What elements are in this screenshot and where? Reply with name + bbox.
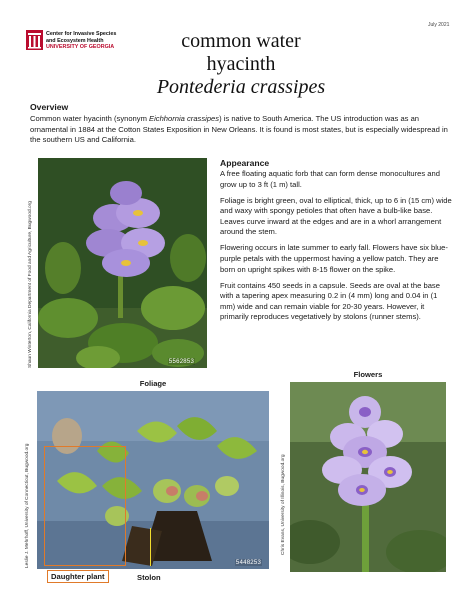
logo-line3: UNIVERSITY OF GEORGIA	[46, 44, 115, 51]
flowers-caption: Flowers	[353, 370, 383, 379]
logo-line1: Center for Invasive Species	[46, 31, 117, 37]
appearance-text	[220, 169, 452, 328]
flowers-photo	[290, 382, 446, 572]
appearance-paragraph-1: A free floating aquatic forb that can form dense monocultures and grow up to 3 ft (1 m) tall.	[220, 169, 440, 189]
title-line2: hyacinth	[206, 53, 276, 75]
logo-line2: and Ecosystem Health	[46, 37, 104, 44]
daughter-plant-label: Daughter plant	[47, 570, 109, 583]
overview-text-b: ) is native to South America. The US introduction was as an ornamental in 1884 at the Cotton States Exposition in New Orleans. It is found is most states, but is especially widespread in the southern US and California.	[30, 114, 448, 145]
title-line1: common water	[181, 30, 301, 52]
appearance-heading: Appearance	[220, 158, 270, 168]
title-scientific-name: Pontederia crassipes	[156, 76, 326, 98]
appearance-paragraph-3: Flowering occurs in late summer to early fall. Flowers have six blue-purple petals with the uppermost having a yellow patch. They are born on upright spikes with 8-15 flower on the spike.	[220, 243, 448, 274]
water-hyacinth-photo-image	[38, 158, 207, 368]
page-title	[100, 30, 382, 99]
main-photo-id: 5562853	[168, 358, 194, 365]
appearance-paragraph-2: Foliage is bright green, oval to elliptical, thick, up to 6 in (15 cm) wide and waxy with spongy petioles that often have a bulb-like base. Leaves curve inward at the edges and are in a whorl arrangement around the stem.	[220, 195, 452, 237]
overview-text	[30, 114, 448, 146]
overview-heading: Overview	[30, 102, 69, 112]
daughter-plant-highlight	[44, 446, 126, 566]
foliage-photo-id: 5448253	[235, 559, 261, 566]
foliage-caption: Foliage	[139, 379, 167, 388]
stolon-label: Stolon	[137, 573, 161, 582]
main-photo-credit: Shaun Winterton, California Department of Food and Agriculture, Bugwood.org	[28, 201, 33, 368]
main-photo	[38, 158, 207, 368]
foliage-photo-credit: Leslie J. Mehrhoff, University of Connecticut, Bugwood.org	[25, 443, 30, 568]
flowers-photo-credit: Chris Evans, University of Illinois, Bugwood.org	[281, 454, 286, 555]
flower-spike-photo-image	[290, 382, 446, 572]
synonym-name: Eichhornia crassipes	[149, 114, 220, 123]
appearance-paragraph-4: Fruit contains 450 seeds in a capsule. Seeds are oval at the base with a tapering apex measuring 0.2 in (4 mm) long and 0.04 in (1 mm) wide and can remain viable for 20-30 years. However, it primarily reproduces vegetatively by stolons (runner stems).	[220, 280, 440, 322]
uga-arch-logo-icon	[26, 30, 43, 50]
publication-date: July 2021	[428, 22, 450, 28]
stolon-pointer-line	[150, 528, 151, 566]
overview-text-a: Common water hyacinth (synonym	[30, 114, 150, 123]
